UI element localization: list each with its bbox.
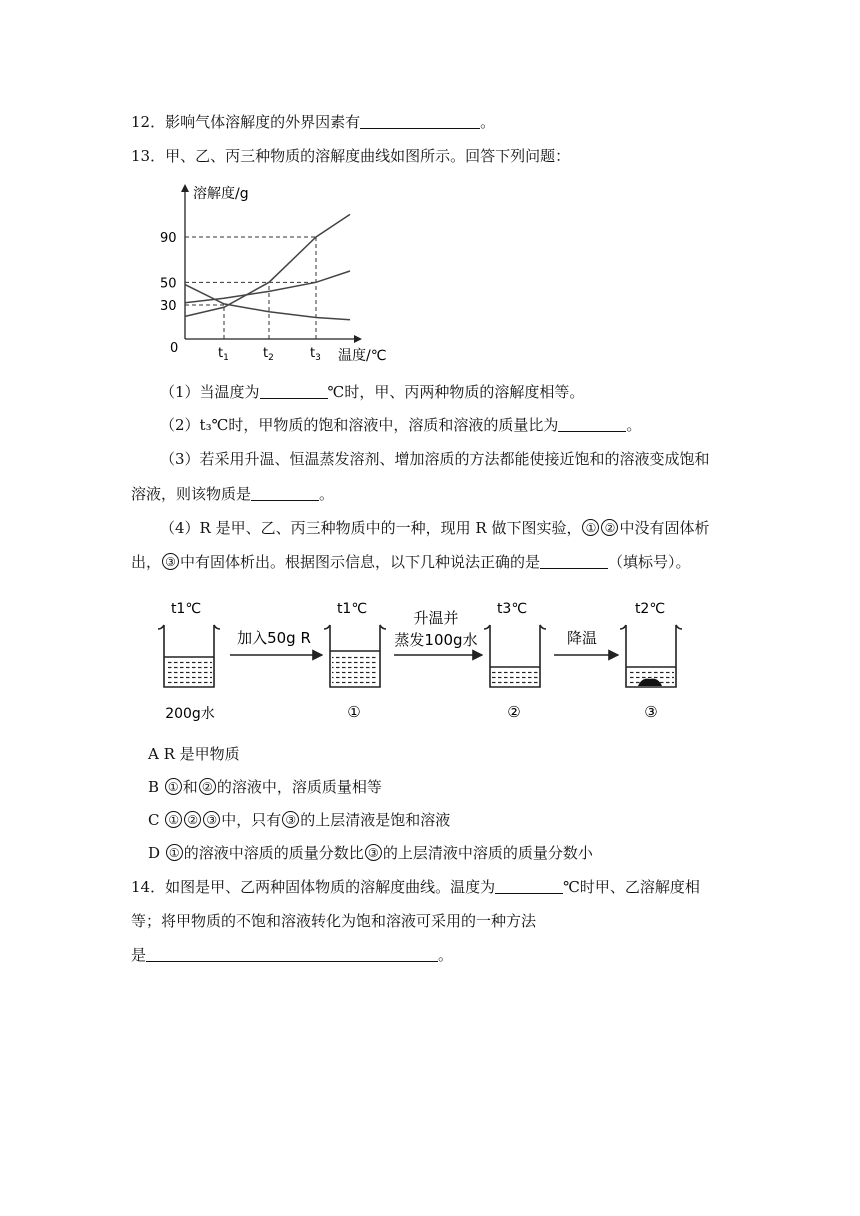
q13-part2: （2）t₃℃时，甲物质的饱和溶液中，溶质和溶液的质量比为 。 <box>160 416 642 434</box>
y-tick-label: 50 <box>160 276 177 292</box>
circled-1: ① <box>165 811 182 828</box>
question-text: 甲、乙、丙三种物质的溶解度曲线如图所示。回答下列问题： <box>165 147 571 165</box>
answer-blank[interactable] <box>558 416 626 432</box>
temp-label: t1℃ <box>170 601 202 617</box>
experiment-diagram <box>150 595 710 725</box>
circled-1: ① <box>582 519 599 536</box>
solubility-curve-2 <box>185 285 350 320</box>
circled-3: ③ <box>282 811 299 828</box>
solubility-chart <box>160 176 400 376</box>
answer-blank[interactable] <box>146 946 438 962</box>
question-number: 13． <box>131 147 166 165</box>
circled-1: ① <box>165 778 182 795</box>
beaker-label: ② <box>507 703 521 721</box>
question-text: 影响气体溶解度的外界因素有 <box>165 113 361 131</box>
beaker-0 <box>158 625 220 687</box>
circled-2: ② <box>184 811 201 828</box>
question-number: 12． <box>131 113 166 131</box>
question-12: 12．影响气体溶解度的外界因素有 。 <box>131 113 496 131</box>
beaker-label: 200g水 <box>165 706 215 722</box>
solubility-curve-0 <box>185 214 350 316</box>
arrow-label: 降温 <box>566 629 598 647</box>
temp-label: t2℃ <box>634 601 666 617</box>
x-tick-label: $t_2$ <box>263 346 274 363</box>
x-tick-label: $t_1$ <box>218 346 229 363</box>
question-13 <box>131 146 570 166</box>
answer-blank[interactable] <box>360 113 480 129</box>
q13-part4-line2: 出， ③ 中有固体析出。根据图示信息，以下几种说法正确的是 （填标号）。 <box>131 553 691 571</box>
circled-3: ③ <box>365 844 382 861</box>
answer-blank[interactable] <box>495 878 563 894</box>
x-axis-arrow <box>354 335 362 343</box>
beaker-1 <box>324 625 386 687</box>
answer-blank[interactable] <box>251 485 319 501</box>
circled-2: ② <box>199 778 216 795</box>
question-14: 14．如图是甲、乙两种固体物质的溶解度曲线。温度为 ℃时甲、乙溶解度相 <box>131 878 700 896</box>
beaker-2 <box>484 625 546 687</box>
temp-label: t1℃ <box>336 601 368 617</box>
question-14-line2: 等；将甲物质的不饱和溶液转化为饱和溶液可采用的一种方法 <box>131 912 537 930</box>
circled-2: ② <box>601 519 618 536</box>
beaker-label: ① <box>347 703 361 721</box>
q13-part3-line1: （3）若采用升温、恒温蒸发溶剂、增加溶质的方法都能使接近饱和的溶液变成饱和 <box>160 450 710 468</box>
q13-part1: （1）当温度为 ℃时，甲、丙两种物质的溶解度相等。 <box>160 383 585 401</box>
solubility-curve-1 <box>185 271 350 303</box>
origin-label: 0 <box>170 341 179 356</box>
arrow-label: 升温并 <box>413 609 459 627</box>
y-axis-arrow <box>181 184 189 192</box>
question-number: 14． <box>131 878 166 896</box>
temp-label: t3℃ <box>496 601 528 617</box>
arrow-label: 蒸发100g水 <box>394 631 478 649</box>
option-b[interactable]: B ① 和 ② 的溶液中，溶质质量相等 <box>148 778 382 796</box>
y-axis-label: 溶解度/g <box>193 186 249 202</box>
question-14-line3: 是 。 <box>131 946 454 964</box>
circled-3: ③ <box>162 553 179 570</box>
q13-part4-line1: （4）R 是甲、乙、丙三种物质中的一种，现用 R 做下图实验， ① ② 中没有固体析 <box>160 519 710 537</box>
x-tick-label: $t_3$ <box>310 346 321 363</box>
y-tick-label: 90 <box>160 231 177 246</box>
arrow-label: 加入50g R <box>237 629 311 647</box>
option-d[interactable]: D ① 的溶液中溶质的质量分数比 ③ 的上层清液中溶质的质量分数小 <box>148 844 593 862</box>
option-c[interactable]: C ① ② ③ 中，只有 ③ 的上层清液是饱和溶液 <box>148 811 451 829</box>
x-axis-label: 温度/℃ <box>338 348 387 364</box>
circled-3: ③ <box>203 811 220 828</box>
q13-part3-line2: 溶液，则该物质是 。 <box>131 485 335 503</box>
option-a[interactable]: A R 是甲物质 <box>148 745 240 763</box>
circled-1: ① <box>166 844 183 861</box>
answer-blank[interactable] <box>260 383 328 399</box>
answer-blank[interactable] <box>540 553 608 569</box>
beaker-3 <box>620 625 682 687</box>
beaker-label: ③ <box>644 703 658 721</box>
y-tick-label: 30 <box>160 299 177 314</box>
